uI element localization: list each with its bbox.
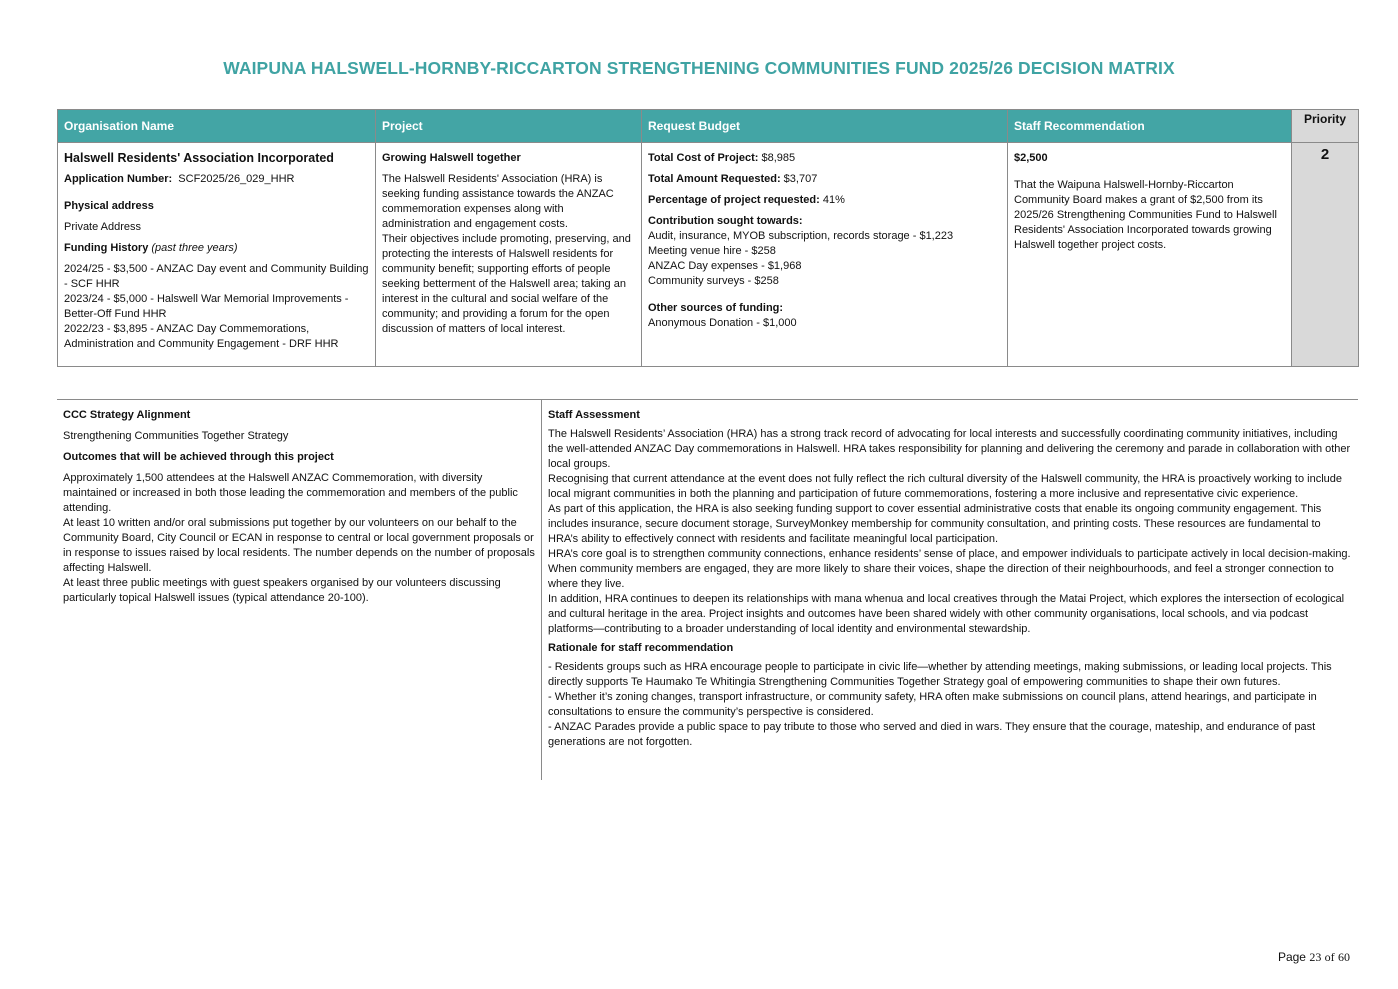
amount-requested-value: $3,707 (783, 173, 818, 185)
staff-recommendation-cell (1008, 143, 1292, 367)
total-cost (648, 151, 1001, 166)
organisation-cell (58, 143, 376, 367)
assessment-paragraph: As part of this application, the HRA is also seeking funding support to cover essential administrative costs that enable its ongoing community engagement. This includes insurance, secure document storage, SurveyMonkey membership for community consultation, and printing costs. These resources are fundamental to HRA’s ability to effectively connect with residents and facilitate meaningful local participation. (548, 503, 1322, 545)
funding-history-item: 2024/25 - $3,500 - ANZAC Day event and Community Building - SCF HHR (64, 263, 369, 290)
contribution-item: Community surveys - $258 (648, 275, 779, 287)
project-cell (376, 143, 642, 367)
rationale-label: Rationale for staff recommendation (548, 642, 734, 654)
amount-requested (648, 172, 1001, 187)
assessment-paragraph: Recognising that current attendance at the event does not fully reflect the rich cultural diversity of the Halswell community, the HRA is proactively working to include local migrant communities in both the planning and participation of future commemorations, fostering a more inclusive and representative civic experience. (548, 473, 1343, 500)
contribution-label: Contribution sought towards: (648, 215, 803, 227)
total-cost-value: $8,985 (761, 152, 796, 164)
percentage-requested (648, 193, 1001, 208)
header-priority: Priority (1292, 110, 1359, 143)
funding-history-label: Funding History (64, 242, 149, 254)
rationale-item: - ANZAC Parades provide a public space to pay tribute to those who served and died in wars. They ensure that the courage, mateship, and endurance of past generations are not forgotten. (548, 721, 1316, 748)
project-title: Growing Halswell together (382, 152, 521, 164)
outcome-item: At least 10 written and/or oral submissions put together by our volunteers on our behalf to the Community Board, City Council or ECAN in response to central or local government proposals or in response to issues raised by local residents. The number depends on the number of proposals affecting Halswell. (63, 517, 535, 574)
staff-assessment-column (542, 400, 1357, 758)
percentage-requested-value: 41% (822, 194, 845, 206)
assessment-paragraph: The Halswell Residents’ Association (HRA) has a strong track record of advocating for local interests and successfully coordinating community initiatives, including the well-attended ANZAC Day commemorations in Halswell. HRA takes responsibility for planning and delivering the ceremony and parade in collaboration with other local groups. (548, 428, 1351, 470)
header-request-budget: Request Budget (642, 110, 1008, 143)
application-number (64, 172, 369, 187)
strategy-name: Strengthening Communities Together Strategy (63, 430, 289, 442)
header-organisation-name: Organisation Name (58, 110, 376, 143)
total-pages: 60 (1338, 950, 1350, 964)
rationale-item: - Residents groups such as HRA encourage people to participate in civic life—whether by attending meetings, making submissions, or leading local projects. This directly supports Te Haumako Te Whitingia Strengthening Communities Together Strategy goal of empowering communities to shape their own futures. (548, 661, 1332, 688)
outcome-item: Approximately 1,500 attendees at the Halswell ANZAC Commemoration, with diversity maintained or increased in both those leading the commemoration and members of the public attending. (63, 472, 518, 514)
outcome-item: At least three public meetings with guest speakers organised by our volunteers discussing particularly topical Halswell issues (typical attendance 20-100). (63, 577, 501, 604)
application-number-label: Application Number: (64, 173, 173, 185)
budget-cell (642, 143, 1008, 367)
header-project: Project (376, 110, 642, 143)
contribution-item: ANZAC Day expenses - $1,968 (648, 260, 802, 272)
table-header-row (58, 110, 1359, 143)
organisation-name: Halswell Residents' Association Incorporated (64, 151, 334, 165)
rationale-item: - Whether it’s zoning changes, transport infrastructure, or community safety, HRA often make submissions on council plans, attend hearings, and participate in consultations to ensure the community’s perspective is considered. (548, 691, 1317, 718)
other-funding-label: Other sources of funding: (648, 302, 784, 314)
funding-history-heading (64, 241, 369, 256)
other-funding-item: Anonymous Donation - $1,000 (648, 317, 797, 329)
assessment-paragraph: In addition, HRA continues to deepen its relationships with mana whenua and local creatives through the Matai Project, which explores the intersection of ecological and cultural heritage in the area. Project insights and outcomes have been shared widely with other community organisations, local schools, and via podcast platforms—contributing to a broader understanding of local identity and environmental stewardship. (548, 593, 1345, 635)
physical-address-value: Private Address (64, 221, 142, 233)
funding-history-item: 2022/23 - $3,895 - ANZAC Day Commemorations, Administration and Community Engagement - DRF HHR (64, 323, 339, 350)
amount-requested-label: Total Amount Requested: (648, 173, 781, 185)
project-objectives: Their objectives include promoting, preserving, and protecting the interests of Halswell residents for community benefit; supporting efforts of people seeking betterment of the Halswell area; taking an interest in the cultural and social welfare of the community; and providing a forum for the open discussion of matters of local interest. (382, 233, 631, 335)
priority-value: 2 (1292, 143, 1359, 367)
page-word: Page (1277, 950, 1306, 964)
contribution-item: Meeting venue hire - $258 (648, 245, 776, 257)
percentage-requested-label: Percentage of project requested: (648, 194, 820, 206)
funding-history-note: (past three years) (151, 242, 238, 254)
outcomes-label: Outcomes that will be achieved through this project (63, 451, 334, 463)
current-page: 23 (1309, 950, 1322, 964)
strategy-alignment-label: CCC Strategy Alignment (63, 409, 191, 421)
of-word: of (1324, 950, 1335, 964)
decision-matrix-table (57, 109, 1359, 367)
header-staff-recommendation: Staff Recommendation (1008, 110, 1292, 143)
page-title: WAIPUNA HALSWELL-HORNBY-RICCARTON STRENGTHENING COMMUNITIES FUND 2025/26 DECISION MATRIX (223, 58, 1175, 78)
page-number (1278, 950, 1350, 965)
application-number-value: SCF2025/26_029_HHR (178, 173, 295, 185)
table-row (58, 143, 1359, 367)
recommendation-text: That the Waipuna Halswell-Hornby-Riccarton Community Board makes a grant of $2,500 from its 2025/26 Strengthening Communities Fund to Halswell Residents' Association Incorporated towards growing Halswell together project costs. (1014, 179, 1277, 251)
staff-assessment-label: Staff Assessment (548, 409, 640, 421)
contribution-item: Audit, insurance, MYOB subscription, records storage - $1,223 (648, 230, 954, 242)
physical-address-label: Physical address (64, 200, 154, 212)
funding-history-item: 2023/24 - $5,000 - Halswell War Memorial Improvements - Better-Off Fund HHR (64, 293, 349, 320)
project-description: The Halswell Residents' Association (HRA) is seeking funding assistance towards the ANZAC commemoration expenses along with administration and engagement costs. (382, 173, 614, 230)
assessment-section (57, 399, 1358, 782)
total-cost-label: Total Cost of Project: (648, 152, 759, 164)
recommended-amount: $2,500 (1014, 152, 1048, 164)
assessment-paragraph: HRA’s core goal is to strengthen community connections, enhance residents’ sense of place, and empower individuals to participate actively in local decision-making. When community members are engaged, they are more likely to share their voices, shape the direction of their neighbourhoods, and feel a stronger connection to where they live. (548, 548, 1351, 590)
strategy-alignment-column (57, 400, 541, 614)
